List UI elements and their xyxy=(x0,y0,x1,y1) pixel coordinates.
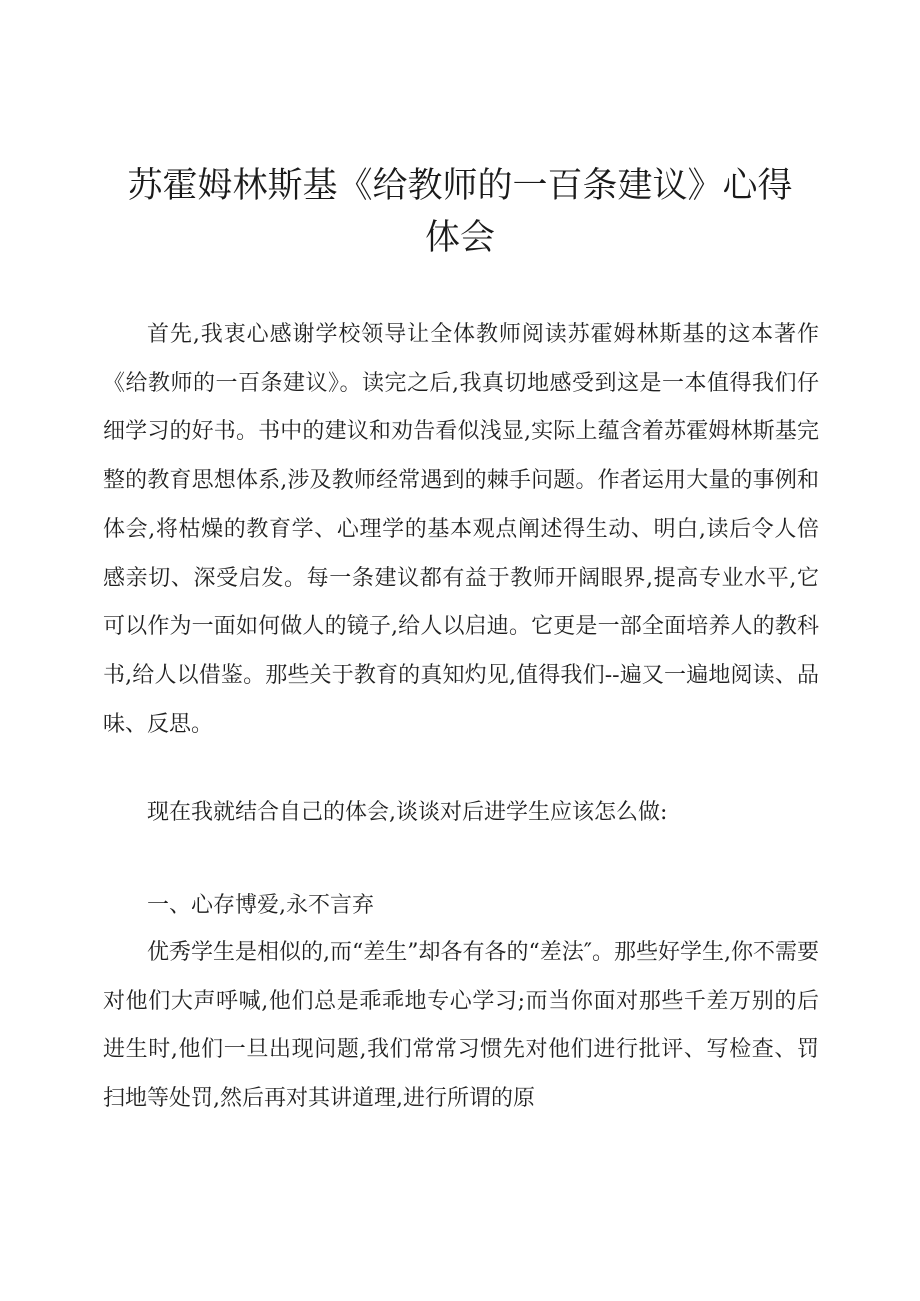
paragraph-transition: 现在我就结合自己的体会,谈谈对后进学生应该怎么做: xyxy=(147,800,668,825)
section-heading-1: 一、心存博爱,永不言弃 xyxy=(147,893,374,918)
paragraph-intro: 首先,我衷心感谢学校领导让全体教师阅读苏霍姆林斯基的这本著作《给教师的一百条建议》。读完之后,我真切地感受到这是一本值得我们仔细学习的好书。书中的建议和劝告看似浅显,实际上蕴含着苏霍姆林斯基完整的教育思想体系,涉及教师经常遇到的棘手问题。作者运用大量的事例和体会,将枯燥的教育学、心理学的基本观点阐述得生动、明白,读后令人倍感亲切、深受启发。每一条建议都有益于教师开阔眼界,提高专业水平,它可以作为一面如何做人的镜子,给人以启迪。它更是一部全面培养人的教科书,给人以借鉴。那些关于教育的真知灼见,值得我们--遍又一遍地阅读、品味、反思。 xyxy=(103,322,819,737)
paragraph-section-1: 优秀学生是相似的,而“差生”却各有各的“差法″。那些好学生,你不需要对他们大声呼喊,他们总是乖乖地专心学习;而当你面对那些千差万别的后进生时,他们一旦出现问题,我们常常习惯先对他们进行批评、写检查、罚扫地等处罚,然后再对其讲道理,进行所谓的原 xyxy=(103,940,819,1112)
document-title-line-2: 体会 xyxy=(424,218,495,258)
document-title-line-1: 苏霍姆林斯基《给教师的一百条建议》心得 xyxy=(127,166,793,206)
